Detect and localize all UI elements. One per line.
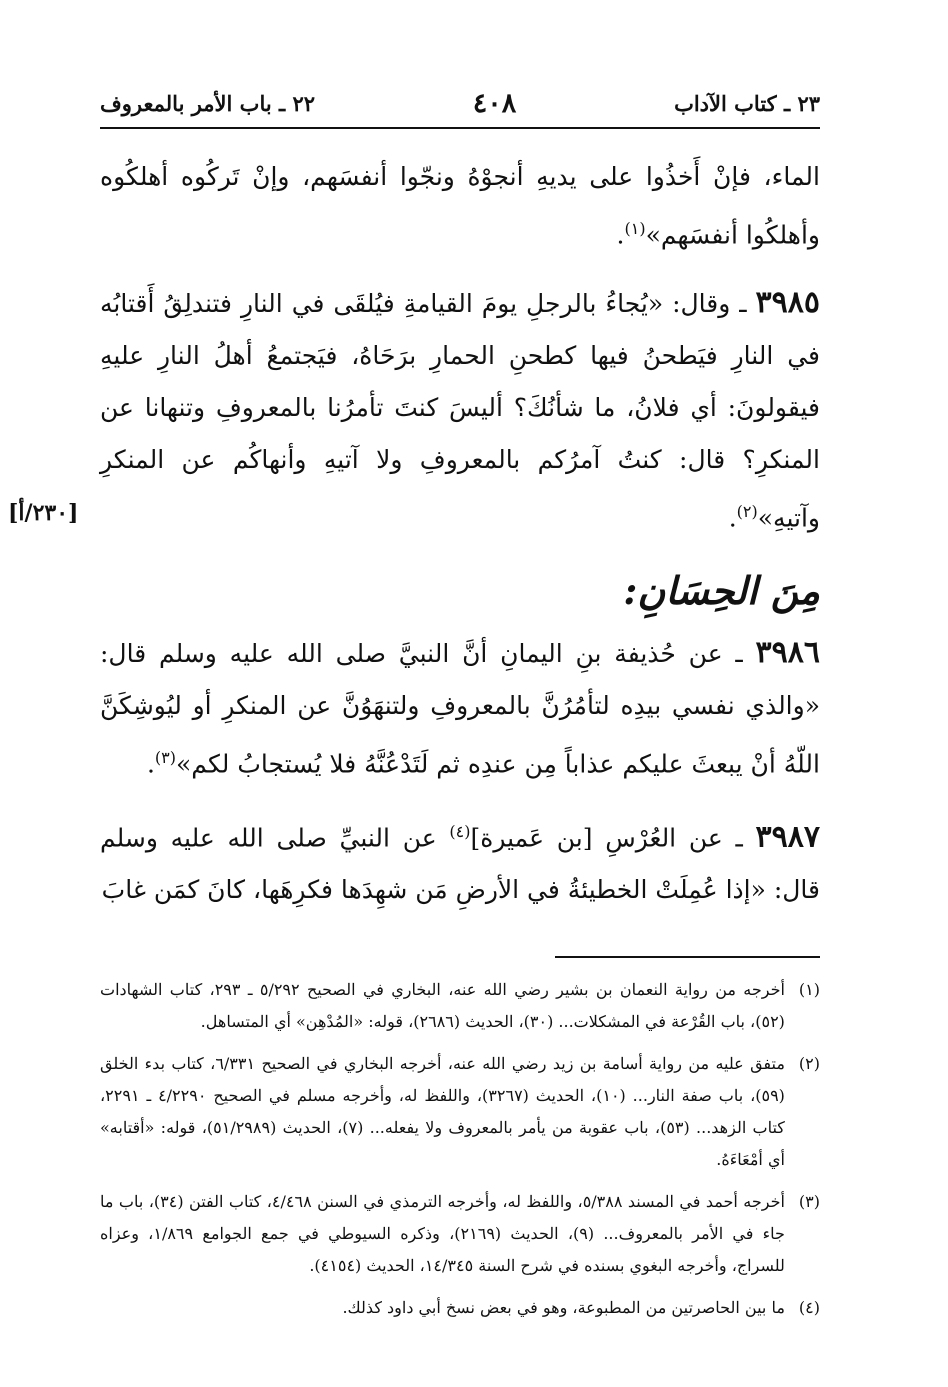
running-header: [100, 88, 820, 129]
page-number: ٤٠٨: [472, 88, 517, 119]
hadith-text: ـ عن حُذيفة بنِ اليمانِ أنَّ النبيَّ صلى الله عليه وسلم قال: «والذي نفسي بيدِه لتأمُرُنَّ بالمعروفِ ولتنهَوُنَّ عن المنكرِ أو ليُوشِكَنَّ اللّهُ أنْ يبعثَ عليكم عذاباً مِن عندِه ثم لَتَدْعُنَّهُ فلا يُستجابُ لكم»: [100, 638, 820, 778]
book-page: [8, 88, 820, 1334]
footnote: [100, 1292, 820, 1324]
hadith-number: ٣٩٨٥: [755, 285, 820, 321]
footnotes: [100, 974, 820, 1324]
footnote: [100, 1186, 820, 1282]
hadith-3987: [100, 806, 820, 916]
header-section: ٢٢ ـ باب الأمر بالمعروف: [100, 91, 316, 116]
hadith-number: ٣٩٨٧: [755, 819, 820, 855]
section-heading: مِنَ الحِسَانِ:: [623, 567, 820, 613]
footnote-separator: [555, 956, 820, 958]
footnote-ref[interactable]: (١): [624, 219, 646, 238]
footnote-ref[interactable]: (٢): [736, 502, 758, 522]
footnote-text: أخرجه من رواية النعمان بن بشير رضي الله عنه، البخاري في الصحيح ٥/٢٩٢ ـ ٢٩٣، كتاب الشهادات (٥٢)، باب القُرْعة في المشكلات... (٣٠)، الحديث (٢٦٨٦)، قوله: «المُدْهِن» أي المتساهل.: [100, 980, 785, 1032]
footnote-number: (٤): [798, 1298, 820, 1318]
footnote: [100, 974, 820, 1038]
footnote-text: أخرجه أحمد في المسند ٥/٣٨٨، واللفظ له، وأخرجه الترمذي في السنن ٤/٤٦٨، كتاب الفتن (٣٤)، باب ما جاء في الأمر بالمعروف... (٩)، الحديث (٢١٦٩)، وذكره السيوطي في جمع الجوامع ١/٨٦٩، وعزاه للسراج، وأخرجه البغوي بسنده في شرح السنة ١٤/٣٤٥، الحديث (٤١٥٤).: [100, 1192, 785, 1276]
footnote-number: (٢): [798, 1054, 820, 1074]
paragraph-text: الماء، فإنْ أَخذُوا على يديهِ أنجوْهُ ونجّوا أنفسَهم، وإنْ تَركُوه أهلكُوه وأهلكُوا أنفسَهم»: [100, 162, 820, 250]
hadith-text: ـ وقال: «يُجاءُ بالرجلِ يومَ القيامةِ فيُلقَى في النارِ فتندلِقُ أَقتابُه في النارِ فيَطحنُ فيها كطحنِ الحمارِ برَحَاهُ، فيَجتمعُ أهلُ النارِ عليهِ فيقولونَ: أي فلانُ، ما شأنُكَ؟ أليسَ كنتَ تأمرُنا بالمعروفِ وتنهانا عن المنكرِ؟ قال: كنتُ آمرُكم بالمعروفِ ولا آتيهِ وأنهاكُم عن المنكرِ وآتيهِ»: [100, 289, 820, 533]
hadith-text: ـ عن العُرْسِ [بن عَميرة]: [470, 823, 743, 853]
footnote-text: ما بين الحاصرتين من المطبوعة، وهو في بعض نسخ أبي داود كذلك.: [342, 1298, 785, 1318]
hadith-3985: ٣٩٨٥ ـ وقال: «يُجاءُ بالرجلِ يومَ القيامةِ فيُلقَى في النارِ فتندلِقُ أَقتابُه في النارِ فيَطحنُ فيها كطحنِ الحمارِ برَحَاهُ، فيَجتمعُ أهلُ النارِ عليهِ فيقولونَ: أي فلانُ، ما شأنُكَ؟ أليسَ كنتَ تأمرُنا بالمعروفِ وتنهانا عن المنكرِ؟ قال: كنتُ آمرُكم بالمعروفِ ولا آتيهِ وأنهاكُم عن المنكرِ وآتيهِ»$^{(٢)}$. [٢٣٠/أ]: [100, 277, 820, 544]
footnote-ref[interactable]: (٣): [154, 747, 177, 767]
hadith-3986: ٣٩٨٦ ـ عن حُذيفة بنِ اليمانِ أنَّ النبيَّ صلى الله عليه وسلم قال: «والذي نفسي بيدِه لتأمُرُنَّ بالمعروفِ ولتنهَوُنَّ عن المنكرِ أو ليُوشِكَنَّ اللّهُ أنْ يبعثَ عليكم عذاباً مِن عندِه ثم لَتَدْعُنَّهُ فلا يُستجابُ لكم»$^{(٣)}$.: [100, 634, 820, 778]
footnote-number: (٣): [798, 1192, 820, 1212]
main-text: [8, 151, 820, 916]
hadith-number: ٣٩٨٦: [755, 634, 820, 670]
footnote-ref[interactable]: (٤): [449, 821, 471, 841]
footnote-number: (١): [798, 980, 820, 1000]
header-chapter: ٢٣ ـ كتاب الآداب: [674, 91, 820, 116]
paragraph-continued: الماء، فإنْ أَخذُوا على يديهِ أنجوْهُ ونجّوا أنفسَهم، وإنْ تَركُوه أهلكُوه وأهلكُوا أنفسَهم»$^{(١)}$.: [100, 162, 820, 250]
manuscript-folio-marker: [٢٣٠/أ]: [8, 499, 79, 526]
hadith-text-continued: عن النبيِّ صلى الله عليه وسلم قال: «إذا عُمِلَتْ الخطيئةُ في الأرضِ مَن شهِدَها فكرِهَها، كانَ كمَن غابَ: [100, 823, 820, 905]
footnote-text: متفق عليه من رواية أسامة بن زيد رضي الله عنه، أخرجه البخاري في الصحيح ٦/٣٣١، كتاب بدء الخلق (٥٩)، باب صفة النار... (١٠)، الحديث (٣٢٦٧)، واللفظ له، وأخرجه مسلم في الصحيح ٤/٢٢٩٠ ـ ٢٢٩١، كتاب الزهد... (٥٣)، باب عقوبة من يأمر بالمعروف ولا يفعله... (٧)، الحديث (٥١/٢٩٨٩)، قوله: «أقتابه» أي أمْعَاءَهُ.: [100, 1054, 785, 1170]
footnote: [100, 1048, 820, 1176]
